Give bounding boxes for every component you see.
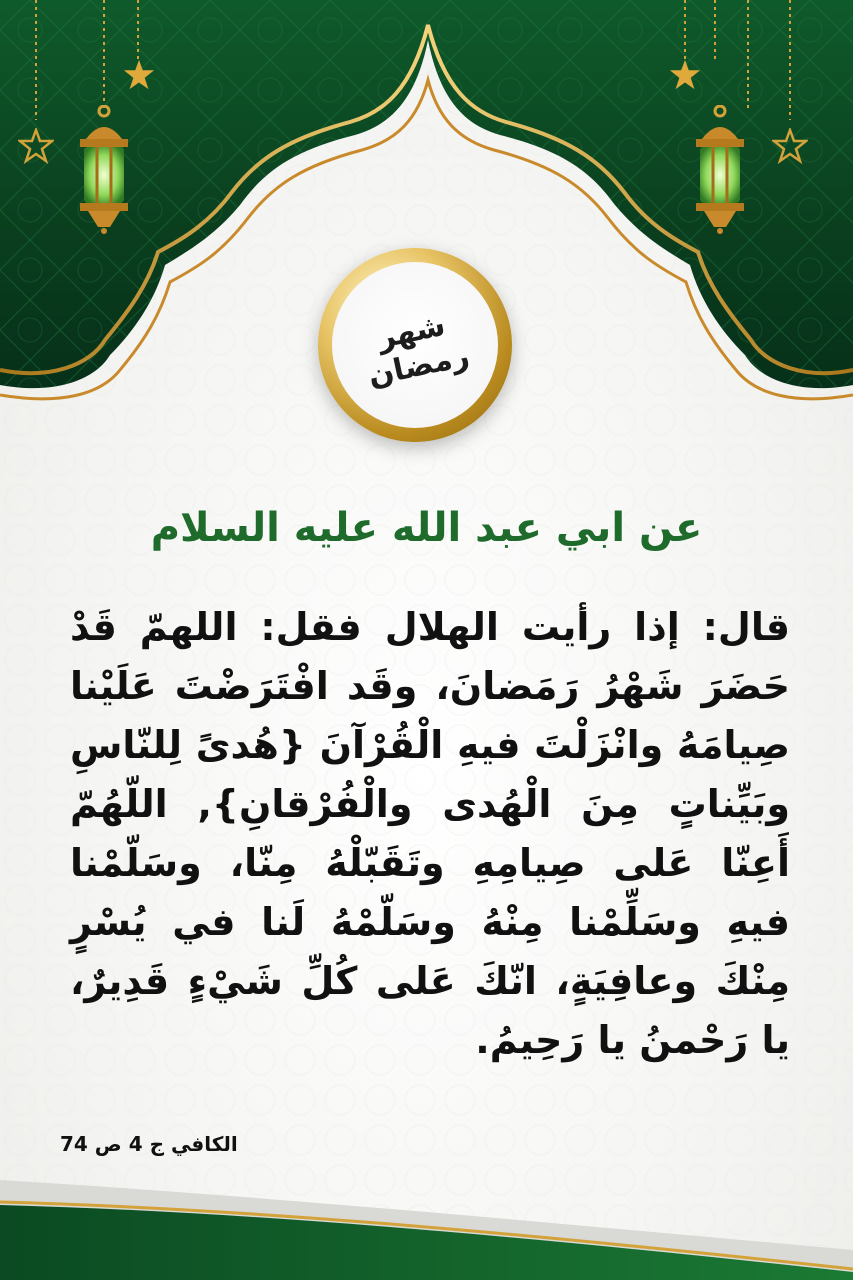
supplication-text: قال: إذا رأيت الهلال فقل: اللهمّ قَدْ حَضَرَ شَهْرُ رَمَضانَ، وقَد افْتَرَضْتَ عَلَيْنا صِيامَهُ وانْزَلْتَ فيهِ الْقُرْآنَ {هُدىً لِلنّاسِ وبَيِّناتٍ مِنَ الْهُدى والْفُرْقانِ}, اللّهُمّ أَعِنّا عَلى صِيامِهِ وتَقَبّلْهُ مِنّا، وسَلّمْنا فيهِ وسَلِّمْنا مِنْهُ وسَلّمْهُ لَنا في يُسْرٍ مِنْكَ وعافِيَةٍ، انّكَ عَلى كُلِّ شَيْءٍ قَدِيرٌ، يا رَحْمنُ يا رَحِيمُ. (70, 605, 790, 1062)
source-reference: الكافي ج 4 ص 74 (60, 1132, 238, 1156)
star-icon (668, 58, 702, 92)
star-icon (122, 58, 156, 92)
medallion-inner (332, 262, 498, 428)
lantern-icon (70, 105, 138, 235)
bottom-wave-decoration (0, 1150, 853, 1280)
star-icon (18, 128, 54, 164)
narrator-heading: عن ابي عبد الله عليه السلام (150, 505, 703, 551)
calligraphy-medallion-icon (318, 248, 512, 442)
medallion-calligraphy: شهر رمضان (364, 307, 473, 394)
lantern-icon (686, 105, 754, 235)
star-icon (772, 128, 808, 164)
